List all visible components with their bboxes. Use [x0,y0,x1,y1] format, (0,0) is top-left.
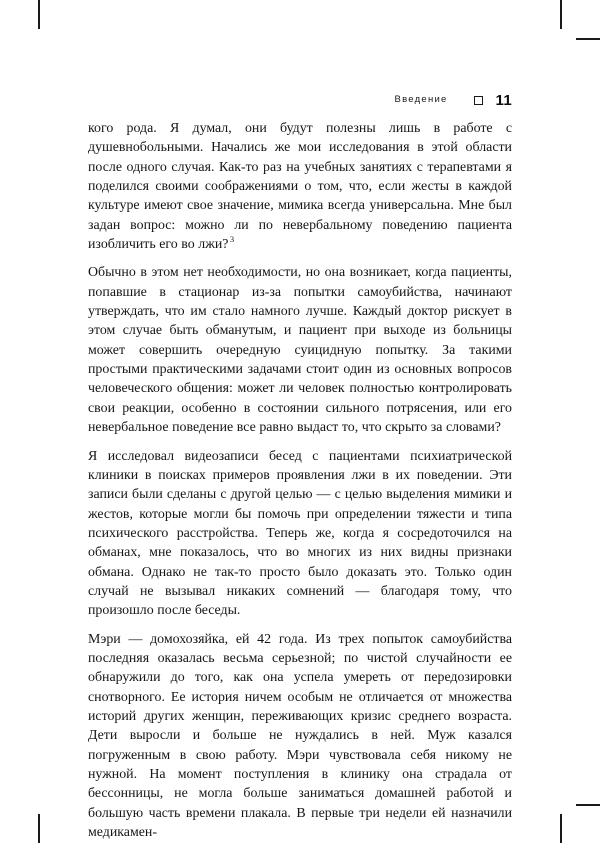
crop-mark-bottom-left [38,814,40,843]
paragraph [88,447,512,621]
crop-mark-top-left [38,0,40,29]
running-header [395,90,512,110]
paragraph [88,263,512,437]
paragraph-text: кого рода. Я думал, они будут полезны лишь в работе с душевнобольными. Начались же мои исследования в этой области после одного случая. Как-то раз на учебных занятиях с терапевтами я поделился своими соображениями о том, что, если жесты в каждой культуре имеют свое значение, мимика всегда универсальна. Мне был задан вопрос: можно ли по невербальному поведению пациента изобличить его во лжи? [88,121,512,253]
paragraph [88,119,512,254]
crop-mark-right-bottom [576,804,600,806]
paragraph-text: Я исследовал видеозаписи бесед с пациентами психиатрической клиники в поисках примеров проявления лжи в их поведении. Эти записи были сделаны с другой целью — с целью выделения мимики и жестов, которые могли бы помочь при определении тяжести и типа психического расстройства. Теперь же, когда я сосредоточился на обманах, мне показалось, что во многих из них видны признаки обмана. Однако не так-то просто было доказать это. Только один случай не вызывал никаких сомнений — благодаря тому, что произошло после беседы. [88,448,512,619]
book-page [88,0,512,843]
text-column [88,119,512,842]
page-number: 11 [495,91,512,109]
crop-mark-right-top [576,38,600,40]
paragraph-text: Обычно в этом нет необходимости, но она возникает, когда пациенты, попавшие в стационар из-за попытки самоубийства, начинают утверждать, что им стало намного лучше. Каждый доктор рискует в этом случае быть обманутым, и пациент при выходе из больницы может совершить очередную суицидную попытку. За такими простыми практическими задачами стоит один из основных вопросов человеческого общения: может ли человек полностью контролировать свои реакции, особенно в состоянии сильного потрясения, или его невербальное поведение все равно выдаст то, что скрыто за словами? [88,265,512,436]
footnote-marker: 3 [229,234,235,245]
paragraph [88,630,512,843]
crop-mark-top-right [560,0,562,29]
square-glyph-icon [474,96,483,105]
crop-mark-bottom-right [560,814,562,843]
running-header-title: Введение [394,93,448,105]
paragraph-text: Мэри — домохозяйка, ей 42 года. Из трех попыток самоубийства последняя оказалась весьма серьезной; по чистой случайности ее обнаружили до того, как она успела умереть от передозировки снотворного. Ее история ничем особым не отличается от множества историй других женщин, переживающих кризис среднего возраста. Дети выросли и больше не нуждались в ней. Муж казался погруженным в свою работу. Мэри чувствовала себя никому не нужной. На момент поступления в клинику она страдала от бессонницы, не могла больше заниматься домашней работой и большую часть времени плакала. В первые три недели ей назначили медикамен- [88,631,512,841]
